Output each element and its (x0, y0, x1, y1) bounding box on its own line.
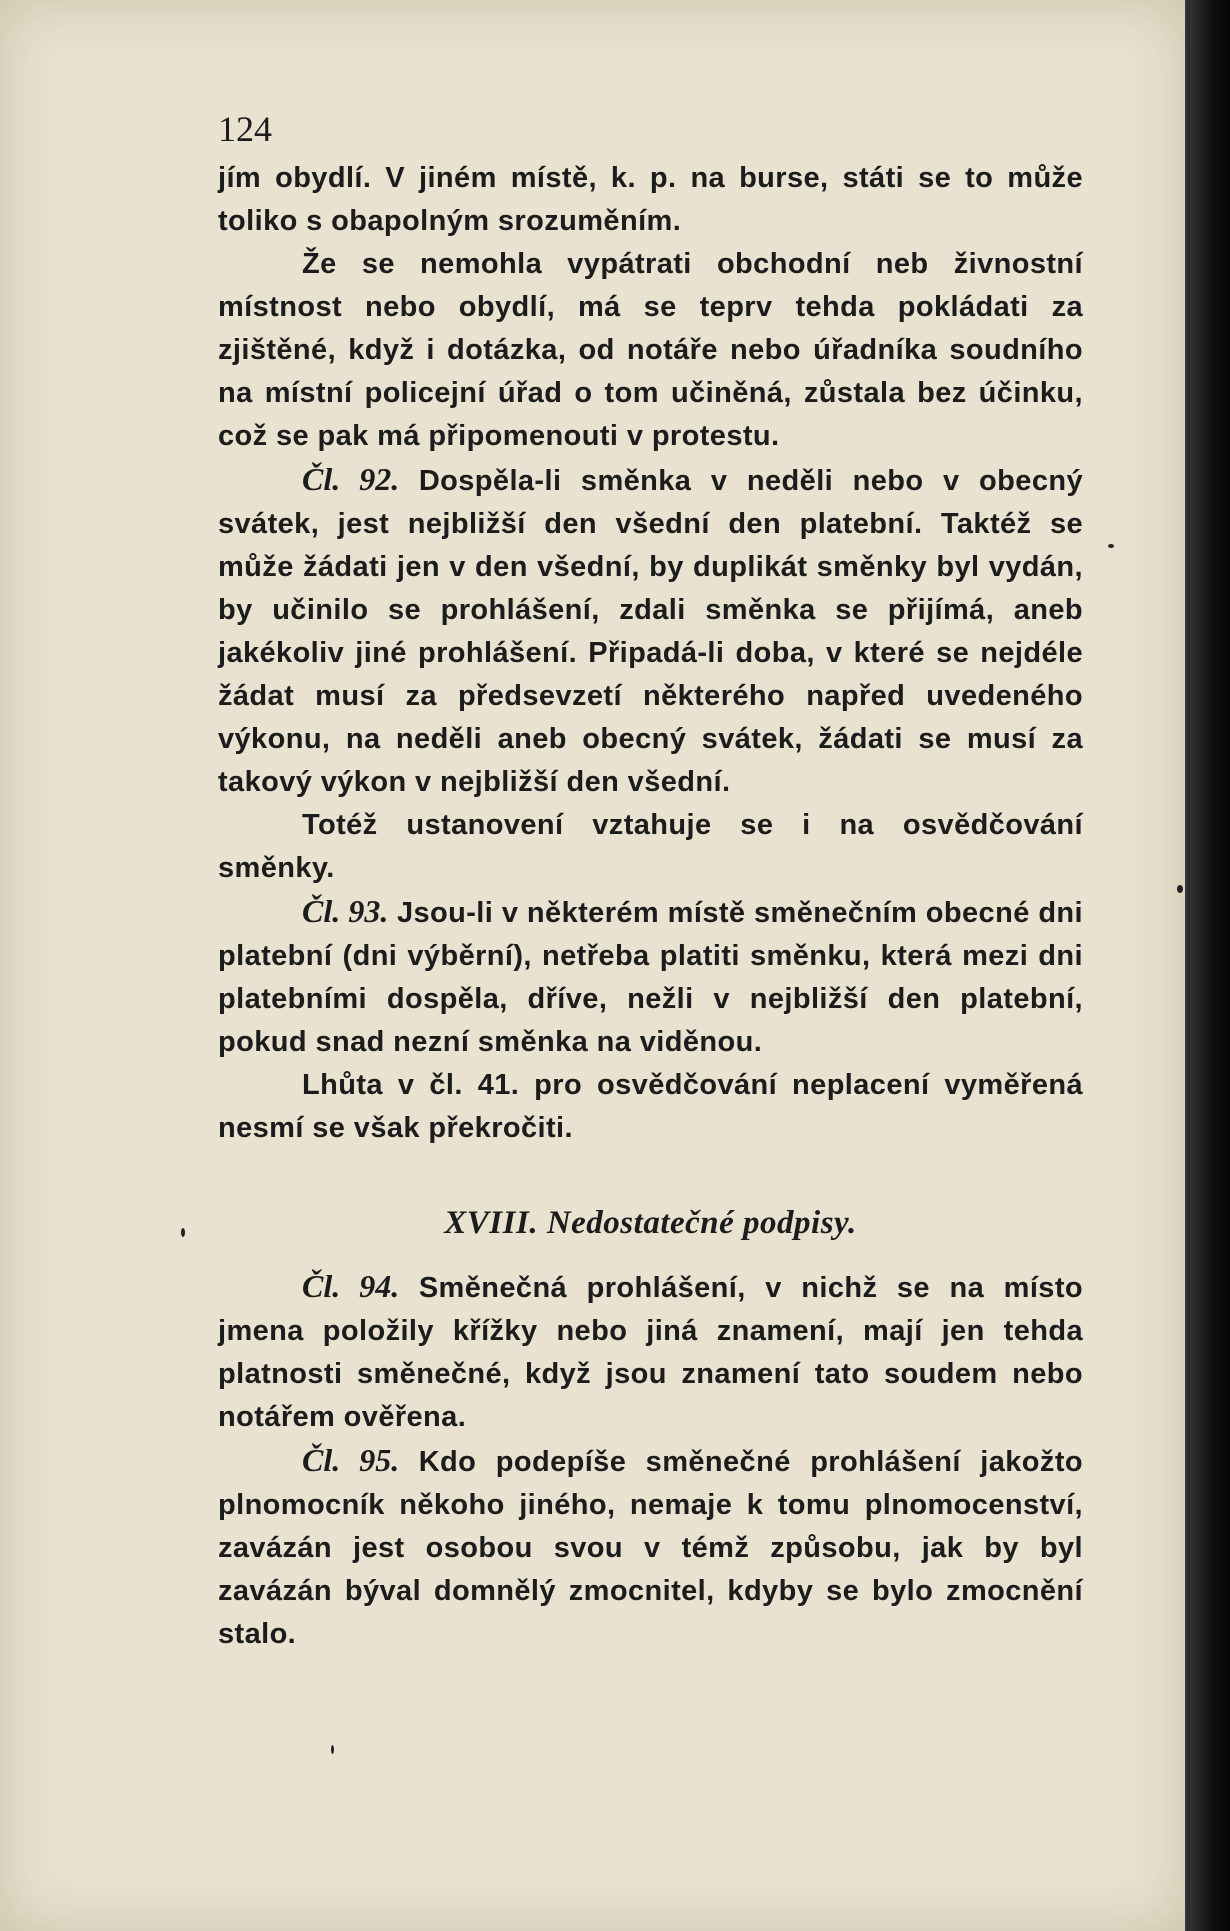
ink-speck (1108, 544, 1114, 548)
paragraph (218, 243, 1083, 458)
article-number: Čl. 92. (302, 461, 400, 497)
paragraph-article-93 (218, 890, 1083, 1064)
paragraph-text: Totéž ustanovení vztahuje se i na osvědčování směnky. (218, 809, 1083, 884)
page-edge-line (1187, 0, 1190, 1931)
paragraph-article-94 (218, 1265, 1083, 1439)
page-number: 124 (218, 109, 272, 149)
paragraph-list-2 (218, 1265, 1083, 1656)
ink-speck (1177, 885, 1183, 893)
paragraph (218, 804, 1083, 890)
book-spine-shadow (1185, 0, 1230, 1931)
paragraph-article-95 (218, 1439, 1083, 1656)
paragraph-text: jím obydlí. V jiném místě, k. p. na burse, státi se to může toliko s obapolným srozuměním. (218, 162, 1083, 237)
paragraph (218, 157, 1083, 243)
section-heading: XVIII. Nedostatečné podpisy. (444, 1205, 857, 1241)
paragraph-article-92 (218, 458, 1083, 804)
paragraph-text: Směnečná prohlášení, v nichž se na místo jmena položily křížky nebo jiná znamení, mají jen tehda platnosti směnečné, když jsou znamení tato soudem nebo notářem ověřena. (218, 1272, 1083, 1433)
paragraph-list (218, 157, 1083, 1150)
paragraph-text: Dospěla-li směnka v neděli nebo v obecný svátek, jest nejbližší den všední den platební. Taktéž se může žádati jen v den všední, by duplikát směnky byl vydán, by učinilo se prohlášení, zdali směnka se přijímá, aneb jakékoliv jiné prohlášení. Připadá-li doba, v které se nejdéle žádat musí za předsevzetí některého napřed uvedeného výkonu, na neděli aneb obecný svátek, žádati se musí za takový výkon v nejbližší den všední. (218, 465, 1083, 798)
paragraph-text: Kdo podepíše směnečné prohlášení jakožto plnomocník někoho jiného, nemaje k tomu plnomocenství, zavázán jest osobou svou v témž způsobu, jak by byl zavázán býval domnělý zmocnitel, kdyby se bylo zmocnění stalo. (218, 1446, 1083, 1650)
article-number: Čl. 93. (302, 893, 389, 929)
ink-speck (181, 1228, 185, 1237)
ink-speck (331, 1745, 334, 1754)
paragraph-text: Že se nemohla vypátrati obchodní neb živnostní místnost nebo obydlí, má se teprv tehda pokládati za zjištěné, když i dotázka, od notáře nebo úřadníka soudního na místní policejní úřad o tom učiněná, zůstala bez účinku, což se pak má připomenouti v protestu. (218, 248, 1083, 452)
article-number: Čl. 94. (302, 1268, 400, 1304)
page-content (218, 105, 1083, 1656)
paragraph-text: Jsou-li v některém místě směnečním obecné dni platební (dni výběrní), netřeba platiti směnku, která mezi dni platebními dospěla, dříve, nežli v nejbližší den platební, pokud snad nezní směnka na viděnou. (218, 897, 1084, 1058)
article-number: Čl. 95. (302, 1442, 400, 1478)
paragraph (218, 1064, 1083, 1150)
paragraph-text: Lhůta v čl. 41. pro osvědčování neplacení vyměřená nesmí se však překročiti. (218, 1069, 1083, 1144)
